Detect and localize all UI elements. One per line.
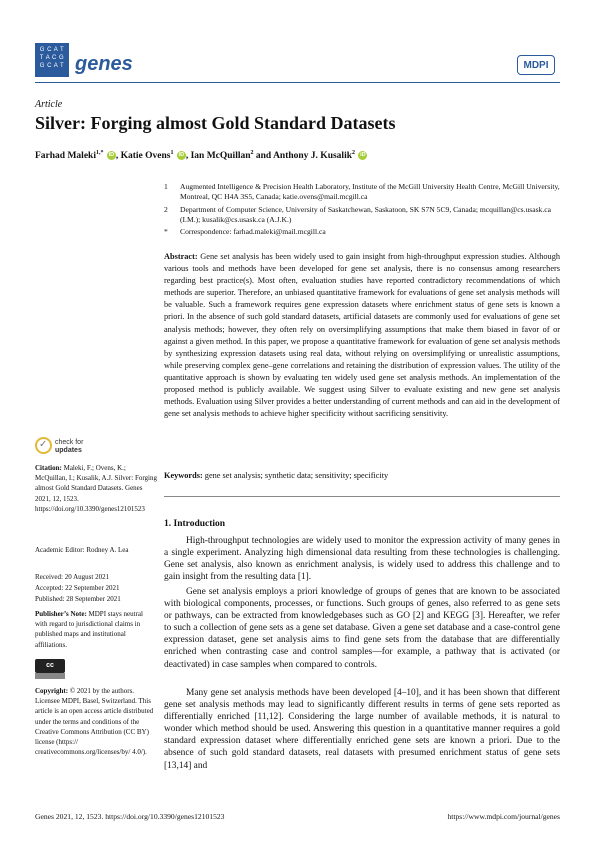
abstract [164, 251, 560, 420]
article-type: Article [35, 99, 63, 110]
abstract-label: Abstract: [164, 252, 198, 261]
received-date: Received: 20 August 2021 [35, 573, 110, 581]
correspondence: * Correspondence: farhad.maleki@mail.mcgill.ca [164, 227, 326, 236]
abstract-text: Gene set analysis has been widely used to gain insight from high-throughput expression studies. Although various tools and methods have been developed for gene set analysis, there is no consensus among researchers regarding best practice(s). Most often, evaluation studies have reported contradictory recommendations of which methods are superior. Therefore, an unbiased quantitative framework for evaluations of gene set analysis methods will be valuable. Such a framework requires gene expression datasets where enrichment status of gene sets is known a priori. In the absence of such gold standard datasets, artificial datasets are commonly used for evaluations of gene set analysis methods; however, they often rely on oversimplifying assumptions that make them biased in favor of or against a given method. In this paper, we propose a quantitative framework for evaluation of gene set analysis methods by synthesizing expression datasets using real data, without relying on oversimplifying or unrealistic assumptions, while preserving complex gene–gene correlations and retaining the distribution of expression values. The utility of the quantitative approach is shown by evaluating ten widely used gene set analysis methods. An implementation of the proposed method is publicly available. We suggest using Silver to evaluate existing and new gene set analysis methods. Evaluation using Silver provides a better understanding of current methods and can aid in the development of gene set analysis methods to achieve higher specificity without sacrificing sensitivity. [164, 252, 560, 419]
author-list: Farhad Maleki$^{1,*}$ iD , Katie Ovens$^1$ iD , Ian McQuillan$^2$ and Anthony J. Kusalik$^2$ iD [35, 150, 366, 162]
copyright: Copyright: © 2021 by the authors. Licensee MDPI, Basel, Switzerland. This article is an open access article distributed under the terms and conditions of the Creative Commons Attribution (CC BY) license (https:// creativecommons.org/licenses/by/ 4.0/). [35, 687, 154, 757]
footer-citation: Genes 2021, 12, 1523. https://doi.org/10.3390/genes12101523 [35, 812, 225, 821]
orcid-icon[interactable]: iD [360, 152, 366, 159]
author-name: Anthony J. Kusalik [273, 151, 352, 162]
paper-title: Silver: Forging almost Gold Standard Datasets [35, 113, 396, 133]
author-sup: 1,* [95, 150, 104, 156]
affiliation-1: 1 Augmented Intelligence & Precision Health Laboratory, Institute of the McGill University Health Centre, McGill University, Montreal, QC H4A 3S5, Canada; katie.ovens@mail.mcgill.ca [164, 182, 560, 201]
accepted-date: Accepted: 22 September 2021 [35, 584, 120, 592]
intro-paragraph-2: Gene set analysis employs a priori knowledge of groups of genes that are known to be associated with biological components, processes, or functions. Such groups of genes, also referred to as gene sets or pathways, can be extracted from knowledgebases such as GO [2] and KEGG [3]. Hereafter, we refer to such a collection of gene sets as a gene set database. Given a gene set database and a case-control gene expression dataset, gene set analysis aims to find gene sets from the database that are differentially enriched when contrasting case and control samples—for example, a pathway that is activated (or deactivated) in case samples when compared to controls. [164, 587, 560, 670]
intro-paragraph-1: High-throughput technologies are widely used to monitor the expression activity of many genes in a single experiment. Analyzing high dimensional data resulting from these technologies is challenging. Gene set analysis, also known as enrichment analysis, is widely used to address this challenge and to gain insight from the resulting data [1]. [164, 536, 560, 583]
intro-paragraph-3: Many gene set analysis methods have been developed [4–10], and it has been shown that different gene set analysis methods may lead to significantly different results in terms of gene sets reported as differentially enriched [11,12]. Considering the large number of available methods, it is natural to wonder which method should be used. Answering this question in a quantitative manner requires a gold standard expression dataset where differentially enriched gene sets are known a priori. Due to the absence of such gold standard datasets, real datasets with presumed enrichment status of gene sets [13,14] and [164, 688, 560, 771]
published-date: Published: 28 September 2021 [35, 595, 121, 603]
author-name: Farhad Maleki [35, 151, 96, 162]
keywords-label: Keywords: [164, 471, 203, 480]
keywords-text: gene set analysis; synthetic data; sensitivity; specificity [204, 471, 389, 480]
orcid-icon[interactable]: iD [178, 152, 185, 159]
header-rule [35, 82, 560, 83]
abstract-rule [164, 496, 560, 497]
author-name: Ian McQuillan [190, 151, 251, 162]
journal-name: genes [75, 53, 133, 75]
section-heading: 1. Introduction [164, 519, 226, 529]
check-icon [35, 437, 52, 454]
journal-logo: G C A T T A C G G C A T [35, 43, 69, 77]
author-sup: 2 [250, 150, 254, 156]
cc-license-icon[interactable]: cc [35, 659, 65, 673]
footer-url[interactable]: https://www.mdpi.com/journal/genes [447, 812, 560, 821]
affiliation-2: 2 Department of Computer Science, University of Saskatchewan, Saskatoon, SK S7N 5C9, Canada; mcquillan@cs.usask.ca (I.M.); kusalik@cs.usask.ca (A.J.K.) [164, 205, 551, 224]
academic-editor: Academic Editor: Rodney A. Lea [35, 546, 129, 554]
orcid-icon[interactable]: iD [108, 152, 115, 159]
cc-by-icon [35, 673, 65, 679]
publisher-logo: MDPI [517, 55, 555, 75]
publisher-note: Publisher’s Note: MDPI stays neutral with regard to jurisdictional claims in published maps and institutional affiliations. [35, 610, 143, 649]
author-sup: 1 [170, 150, 174, 156]
page-footer [35, 812, 560, 821]
author-name: Katie Ovens [120, 151, 171, 162]
author-sup: 2 [352, 150, 355, 156]
keywords [164, 471, 560, 480]
citation: Citation: Maleki, F.; Ovens, K.; McQuillan, I.; Kusalik, A.J. Silver: Forging almost Gold Standard Datasets. Genes 2021, 12, 1523. https://doi.org/10.3390/genes12101523 [35, 464, 157, 513]
